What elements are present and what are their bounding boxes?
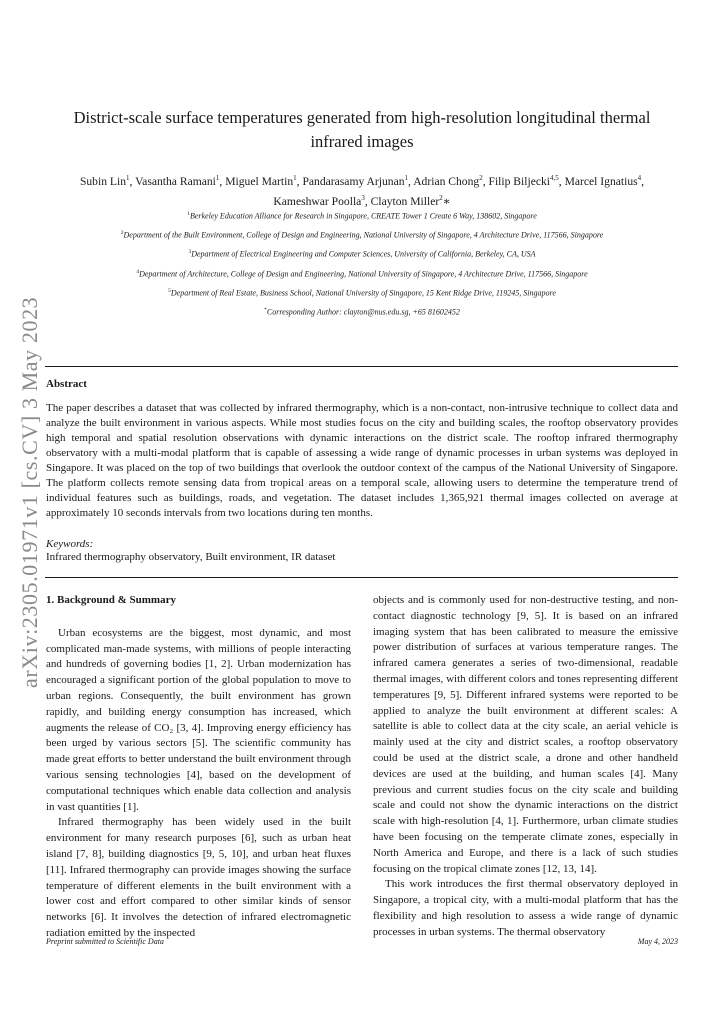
author-affiliation-mark: 3 [361, 193, 365, 202]
author-separator: ∗ [442, 194, 451, 208]
affiliation-mark: 3 [188, 249, 192, 256]
author-separator: , [296, 174, 303, 188]
affiliation-line [40, 245, 684, 264]
affiliation-text: Corresponding Author: clayton@nus.edu.sg, +65 81602452 [266, 307, 460, 317]
author-name: Filip Biljecki [488, 174, 551, 188]
affiliation-text: Department of Electrical Engineering and Computer Sciences, University of California, Berkeley, CA, USA [191, 250, 536, 260]
author-affiliation-mark: 1 [293, 174, 297, 182]
affiliation-line [40, 303, 684, 322]
affiliation-mark: * [264, 306, 267, 313]
affiliation-line [40, 226, 684, 245]
author-affiliation-mark: 1 [404, 174, 409, 182]
author-affiliation-mark: 2 [439, 193, 443, 202]
affiliation-mark: 2 [120, 230, 124, 237]
author-affiliation-mark: 4,5 [550, 174, 559, 182]
author-name: Subin Lin [79, 174, 126, 188]
author-name: Marcel Ignatius [564, 174, 638, 188]
paper-title: District-scale surface temperatures generated from high-resolution longitudinal thermal infrared images [73, 108, 651, 151]
abstract-body: The paper describes a dataset that was collected by infrared thermography, which is a non-contact, non-intrusive technique to collect data and analyze the built environment in various aspects. While most studies focus on the city and building scales, the rooftop observatory provides high temporal and spatial resolution observations with dynamic interactions on the district scale. The rooftop infrared thermography observatory with a multi-modal platform that is capable of assessing a wide range of dynamic processes in urban systems was deployed in Singapore. It was placed on the top of two buildings that overlook the outdoor context of the campus of the National University of Singapore. The platform collects remote sensing data from tropical areas on a temporal scale, allowing users to determine the temperature trend of individual features such as buildings, roads, and vegetation. The dataset includes 1,365,921 thermal images collected on average at approximately 10 seconds intervals from two locations during ten months. [46, 402, 678, 519]
footer-preprint-note: Preprint submitted to Scientific Data [46, 937, 164, 946]
affiliation-text: Department of Architecture, College of Design and Engineering, National University of Singapore, 4 Architecture Drive, 117566, Singapore [139, 269, 588, 279]
author-name: Miguel Martin [225, 174, 294, 188]
author-separator: , [219, 174, 226, 188]
left-column [46, 593, 351, 942]
paragraph: This work introduces the first thermal observatory deployed in Singapore, a tropical city, with a multi-modal platform that has the flexibility and high resolution to assess a wide range of dynamic processes in urban systems. The thermal observatory [373, 878, 678, 938]
author-affiliation-mark: 2 [479, 174, 483, 182]
author-name: Clayton Miller [370, 194, 440, 208]
author-separator: , [364, 194, 371, 208]
paragraph: Infrared thermography has been widely used in the built environment for many research purposes [6], such as urban heat island [7, 8], building diagnostics [9, 5, 10], and urban heat fluxes [11]. Infrared thermography can provide images showing the surface temperature of different elements in the built environment with a lower cost and effort compared to other similar kinds of sensor networks [6]. It involves the detection of infrared electromagnetic radiation emitted by the inspected [46, 816, 351, 939]
affiliation-line [40, 265, 684, 284]
keywords-label: Keywords: [46, 538, 94, 550]
affiliation-list [40, 207, 684, 322]
affiliation-text: Department of Real Estate, Business School, National University of Singapore, 15 Kent Ridge Drive, 119245, Singapore [170, 288, 556, 298]
author-name: Adrian Chong [413, 174, 480, 188]
right-column [373, 593, 678, 941]
keywords-text: Infrared thermography observatory, Built environment, IR dataset [46, 551, 336, 563]
author-name: Pandarasamy Arjunan [302, 174, 405, 188]
author-name: Kameshwar Poolla [273, 194, 362, 208]
footer-date: May 4, 2023 [637, 937, 678, 946]
author-affiliation-mark: 4 [637, 174, 642, 182]
author-separator: , [129, 174, 136, 188]
affiliation-mark: 5 [168, 287, 171, 294]
author-separator: , [558, 174, 565, 188]
author-separator: , [641, 174, 645, 188]
section-rule [45, 577, 678, 578]
arxiv-watermark: arXiv:2305.01971v1 [cs.CV] 3 May 2023 [17, 296, 42, 688]
author-separator: , [482, 174, 489, 188]
affiliation-mark: 1 [187, 211, 190, 217]
paragraph: Urban ecosystems are the biggest, most dynamic, and most complicated man-made systems, with millions of people interacting and hundreds of governing bodies [1, 2]. Urban modernization has encouraged a significant portion of the global population to move to urban regions. Consequently, the built environment has grown rapidly, and building energy consumption has increased, which augments the release of CO₂ [3, 4]. Improving energy efficiency has been urged by various sectors [5]. The scientific community has made great efforts to better understand the built environment through various sensing technologies [4], based on the development of computational techniques which enable data collection and analysis in vast quantities [1]. [46, 626, 351, 813]
abstract-heading: Abstract [46, 378, 87, 390]
author-list [52, 170, 672, 210]
paragraph: objects and is commonly used for non-destructive testing, and non-contact diagnostic technology [9, 5]. It is based on an infrared imaging system that has been calibrated to measure the emissive power distribution of surfaces at various temperature ranges. The infrared camera generates a series of two-dimensional, readable thermal images, with different colors and tones representing different temperatures [9, 5]. Different infrared systems were reported to be applied to analyze the built environment at different scales: A satellite is able to collect data at the city scale, an aerial vehicle is mainly used at the city and district scales, a rooftop observatory could be used at the district scale, a drone and other handheld devices are used at the building, and human scales [4]. Many previous and current studies focus on the city scale and building scale and could not show the dynamic interactions on the district scale with high-resolution [4, 1]. Furthermore, urban climate studies have been focusing on the temperate climate zones, especially in North America and Europe, and there is a lack of such studies focusing on the tropical climate zones [12, 13, 14]. [373, 594, 678, 875]
author-affiliation-mark: 1 [215, 174, 220, 182]
affiliation-line [40, 284, 684, 303]
affiliation-line [40, 207, 684, 226]
section-heading: 1. Background & Summary [46, 594, 176, 606]
author-affiliation-mark: 1 [126, 174, 130, 182]
author-name: Vasantha Ramani [135, 174, 216, 188]
affiliation-text: Department of the Built Environment, College of Design and Engineering, National University of Singapore, 4 Architecture Drive, 117566, Singapore [123, 230, 604, 240]
affiliation-text: Berkeley Education Alliance for Research in Singapore, CREATE Tower 1 Create 6 Way, 138602, Singapore [189, 211, 537, 221]
author-separator: , [408, 174, 414, 188]
top-rule [45, 366, 678, 367]
affiliation-mark: 4 [136, 268, 140, 275]
